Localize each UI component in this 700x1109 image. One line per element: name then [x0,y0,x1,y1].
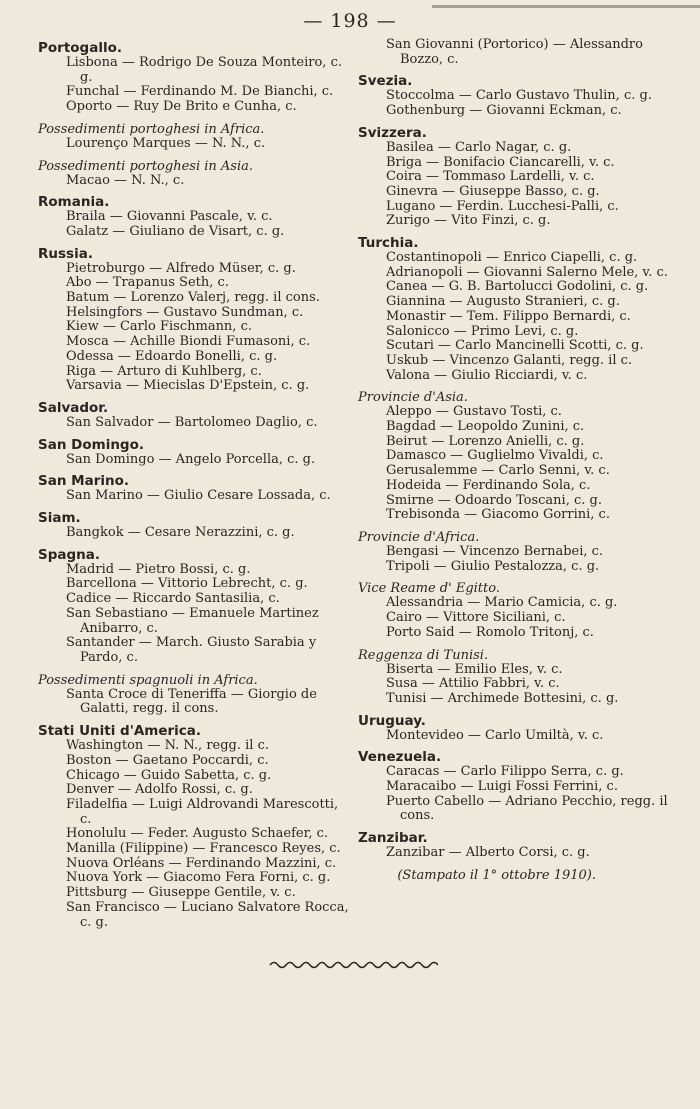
consulate-entry: Santa Croce di Teneriffa — Giorgio de Galatti, regg. il cons. [66,686,317,717]
consulate-entry: Chicago — Guido Sabetta, c. g. [66,767,272,783]
country-section [38,673,350,717]
consulate-entry: Bagdad — Leopoldo Zunini, c. [386,419,585,435]
consulate-entry: Zurigo — Vito Finzi, c. g. [386,213,551,229]
consulate-entry: Coira — Tommaso Lardelli, v. c. [386,169,595,185]
region-subheading: Provincie d'Africa. [358,529,480,545]
consulate-entry: Uskub — Vincenzo Galanti, regg. il c. [386,352,633,368]
consulate-entry: Adrianopoli — Giovanni Salerno Mele, v. c. [386,264,668,280]
consulate-entry: Manilla (Filippine) — Francesco Reyes, c. [66,841,341,857]
consulate-entry: Bangkok — Cesare Nerazzini, c. g. [66,525,295,541]
country-heading: Svizzera. [358,124,427,141]
consulate-entry: Canea — G. B. Bartolucci Godolini, c. g. [386,279,649,295]
consulate-entry: Basilea — Carlo Nagar, c. g. [386,139,572,155]
country-section [38,159,350,189]
consulate-entry: Damasco — Guglielmo Vivaldi, c. [386,448,604,464]
country-section [38,548,350,666]
country-heading: Zanzibar. [358,830,428,847]
consulate-entry: Nuova Orléans — Ferdinando Mazzini, c. [66,855,337,871]
consulate-entry: San Giovanni (Portorico) — Alessandro Bozzo, c. [386,37,643,67]
consulate-entry: Lourenço Marques — N. N., c. [66,135,266,151]
right-column [358,38,680,883]
consulate-entry: Bengasi — Vincenzo Bernabei, c. [386,543,604,559]
consulate-entry: San Marino — Giulio Cesare Lossada, c. [66,488,331,504]
country-section [38,247,350,394]
country-section [38,724,350,930]
left-column [38,38,350,937]
consulate-entry: Boston — Gaetano Poccardi, c. [66,752,269,768]
consulate-entry: Braila — Giovanni Pascale, v. c. [66,209,273,225]
country-heading: Venezuela. [358,749,442,766]
consulate-entry: Trebisonda — Giacomo Gorrini, c. [386,507,610,523]
consulate-entry: Madrid — Pietro Bossi, c. g. [66,561,251,577]
consulate-entry: Pietroburgo — Alfredo Müser, c. g. [66,260,296,276]
wavy-divider-ornament [268,955,438,975]
country-section [358,126,680,229]
consulate-entry: Alessandria — Mario Camicia, c. g. [386,595,618,611]
consulate-entry: San Salvador — Bartolomeo Daglio, c. [66,414,318,430]
consulate-entry: Kiew — Carlo Fischmann, c. [66,319,252,335]
consulate-entry: Lugano — Ferdin. Lucchesi-Palli, c. [386,198,619,214]
consulate-entry: Valona — Giulio Ricciardi, v. c. [386,367,588,383]
country-section [358,648,680,707]
country-heading: San Domingo. [38,436,144,453]
consulate-entry: Hodeida — Ferdinando Sola, c. [386,477,591,493]
country-section [358,74,680,118]
consulate-entry: Aleppo — Gustavo Tosti, c. [386,404,562,420]
consulate-entry: Mosca — Achille Biondi Fumasoni, c. [66,334,311,350]
country-section [38,122,350,152]
consulate-entry: Susa — Attilio Fabbri, v. c. [386,676,560,692]
consulate-entry: Galatz — Giuliano de Visart, c. g. [66,223,285,239]
consulate-entry: Varsavia — Miecislas D'Epstein, c. g. [66,378,310,394]
consulate-entry: San Francisco — Luciano Salvatore Rocca, c. g. [66,899,349,930]
consulate-entry: Oporto — Ruy De Brito e Cunha, c. [66,99,297,115]
consulate-entry: Porto Said — Romolo Tritonj, c. [386,624,594,640]
consulate-entry: Ginevra — Giuseppe Basso, c. g. [386,183,600,199]
consulate-entry: Santander — March. Giusto Sarabia y Pardo, c. [66,635,317,665]
consulate-entry: Scutari — Carlo Mancinelli Scotti, c. g. [386,338,644,354]
consulate-entry: Smirne — Odoardo Toscani, c. g. [386,492,602,508]
country-section [358,750,680,824]
country-section [38,511,350,541]
consulate-entry: Caracas — Carlo Filippo Serra, c. g. [386,764,624,780]
consulate-entry: Puerto Cabello — Adriano Pecchio, regg. il cons. [386,793,668,824]
consulate-entry: Funchal — Ferdinando M. De Bianchi, c. [66,84,334,100]
consulate-entry: Gerusalemme — Carlo Senni, v. c. [386,463,610,479]
country-heading: Turchia. [358,235,419,252]
page-number: — 198 — [303,10,397,32]
consulate-entry: Pittsburg — Giuseppe Gentile, v. c. [66,885,296,901]
consulate-entry: Monastir — Tem. Filippo Bernardi, c. [386,308,631,324]
country-section [38,401,350,431]
consulate-entry: Giannina — Augusto Stranieri, c. g. [386,294,620,310]
consulate-entry: Zanzibar — Alberto Corsi, c. g. [386,845,590,861]
top-edge-rule [432,5,700,8]
consulate-entry: Batum — Lorenzo Valerj, regg. il cons. [66,290,320,306]
country-section [358,714,680,744]
country-section [38,195,350,239]
consulate-entry: Stoccolma — Carlo Gustavo Thulin, c. g. [386,88,652,104]
consulate-entry: Odessa — Edoardo Bonelli, c. g. [66,348,278,364]
consulate-entry: Abo — Trapanus Seth, c. [66,275,229,291]
region-subheading: Possedimenti portoghesi in Asia. [38,158,253,174]
consulate-entry: Maracaibo — Luigi Fossi Ferrini, c. [386,779,618,795]
consulate-entry: Barcellona — Vittorio Lebrecht, c. g. [66,576,308,592]
consulate-entry: Beirut — Lorenzo Anielli, c. g. [386,433,585,449]
country-heading: Stati Uniti d'America. [38,723,202,740]
country-section [358,38,680,67]
region-subheading: Provincie d'Asia. [358,390,468,406]
consulate-entry: Gothenburg — Giovanni Eckman, c. [386,103,622,119]
consulate-entry: Helsingfors — Gustavo Sundman, c. [66,304,304,320]
country-section [358,236,680,383]
region-subheading: Reggenza di Tunisi. [358,647,489,663]
country-section [358,530,680,574]
consulate-entry: Tunisi — Archimede Bottesini, c. g. [386,690,619,706]
consulate-entry: Nuova York — Giacomo Fera Forni, c. g. [66,870,331,886]
country-section [38,474,350,504]
consulate-entry: Tripoli — Giulio Pestalozza, c. g. [386,558,600,574]
country-section [358,390,680,523]
country-heading: Russia. [38,245,93,262]
consulate-entry: Cadice — Riccardo Santasilia, c. [66,591,280,607]
consulate-entry: Riga — Arturo di Kuhlberg, c. [66,363,262,379]
consulate-entry: Biserta — Emilio Eles, v. c. [386,661,563,677]
region-subheading: Possedimenti spagnuoli in Africa. [38,672,258,688]
country-heading: Spagna. [38,546,101,563]
print-date-note: (Stampato il 1° ottobre 1910). [397,867,596,883]
country-section [358,831,680,861]
consulate-entry: San Domingo — Angelo Porcella, c. g. [66,451,316,467]
consulate-entry: Washington — N. N., regg. il c. [66,738,269,754]
region-subheading: Possedimenti portoghesi in Africa. [38,121,265,137]
country-heading: Uruguay. [358,712,426,729]
country-section [358,581,680,640]
country-heading: Svezia. [358,73,413,90]
country-heading: San Marino. [38,473,129,490]
consulate-entry: Cairo — Vittore Siciliani, c. [386,610,566,626]
consulate-entry: San Sebastiano — Emanuele Martinez Anibarro, c. [66,605,319,636]
consulate-entry: Denver — Adolfo Rossi, c. g. [66,782,253,798]
consulate-entry: Filadelfia — Luigi Aldrovandi Marescotti, c. [66,796,339,827]
country-heading: Salvador. [38,399,109,416]
consulate-entry: Salonicco — Primo Levi, c. g. [386,323,579,339]
consulate-entry: Montevideo — Carlo Umiltà, v. c. [386,727,604,743]
consulate-entry: Briga — Bonifacio Ciancarelli, v. c. [386,154,615,170]
country-heading: Portogallo. [38,40,122,56]
consulate-entry: Costantinopoli — Enrico Ciapelli, c. g. [386,250,638,266]
region-subheading: Vice Reame d' Egitto. [358,581,500,597]
country-section [38,438,350,468]
consulate-entry: Lisbona — Rodrigo De Souza Monteiro, c. g. [66,55,342,85]
consulate-entry: Honolulu — Feder. Augusto Schaefer, c. [66,826,329,842]
country-heading: Romania. [38,194,110,211]
country-heading: Siam. [38,510,81,527]
consulate-entry: Macao — N. N., c. [66,172,185,188]
country-section [38,41,350,115]
